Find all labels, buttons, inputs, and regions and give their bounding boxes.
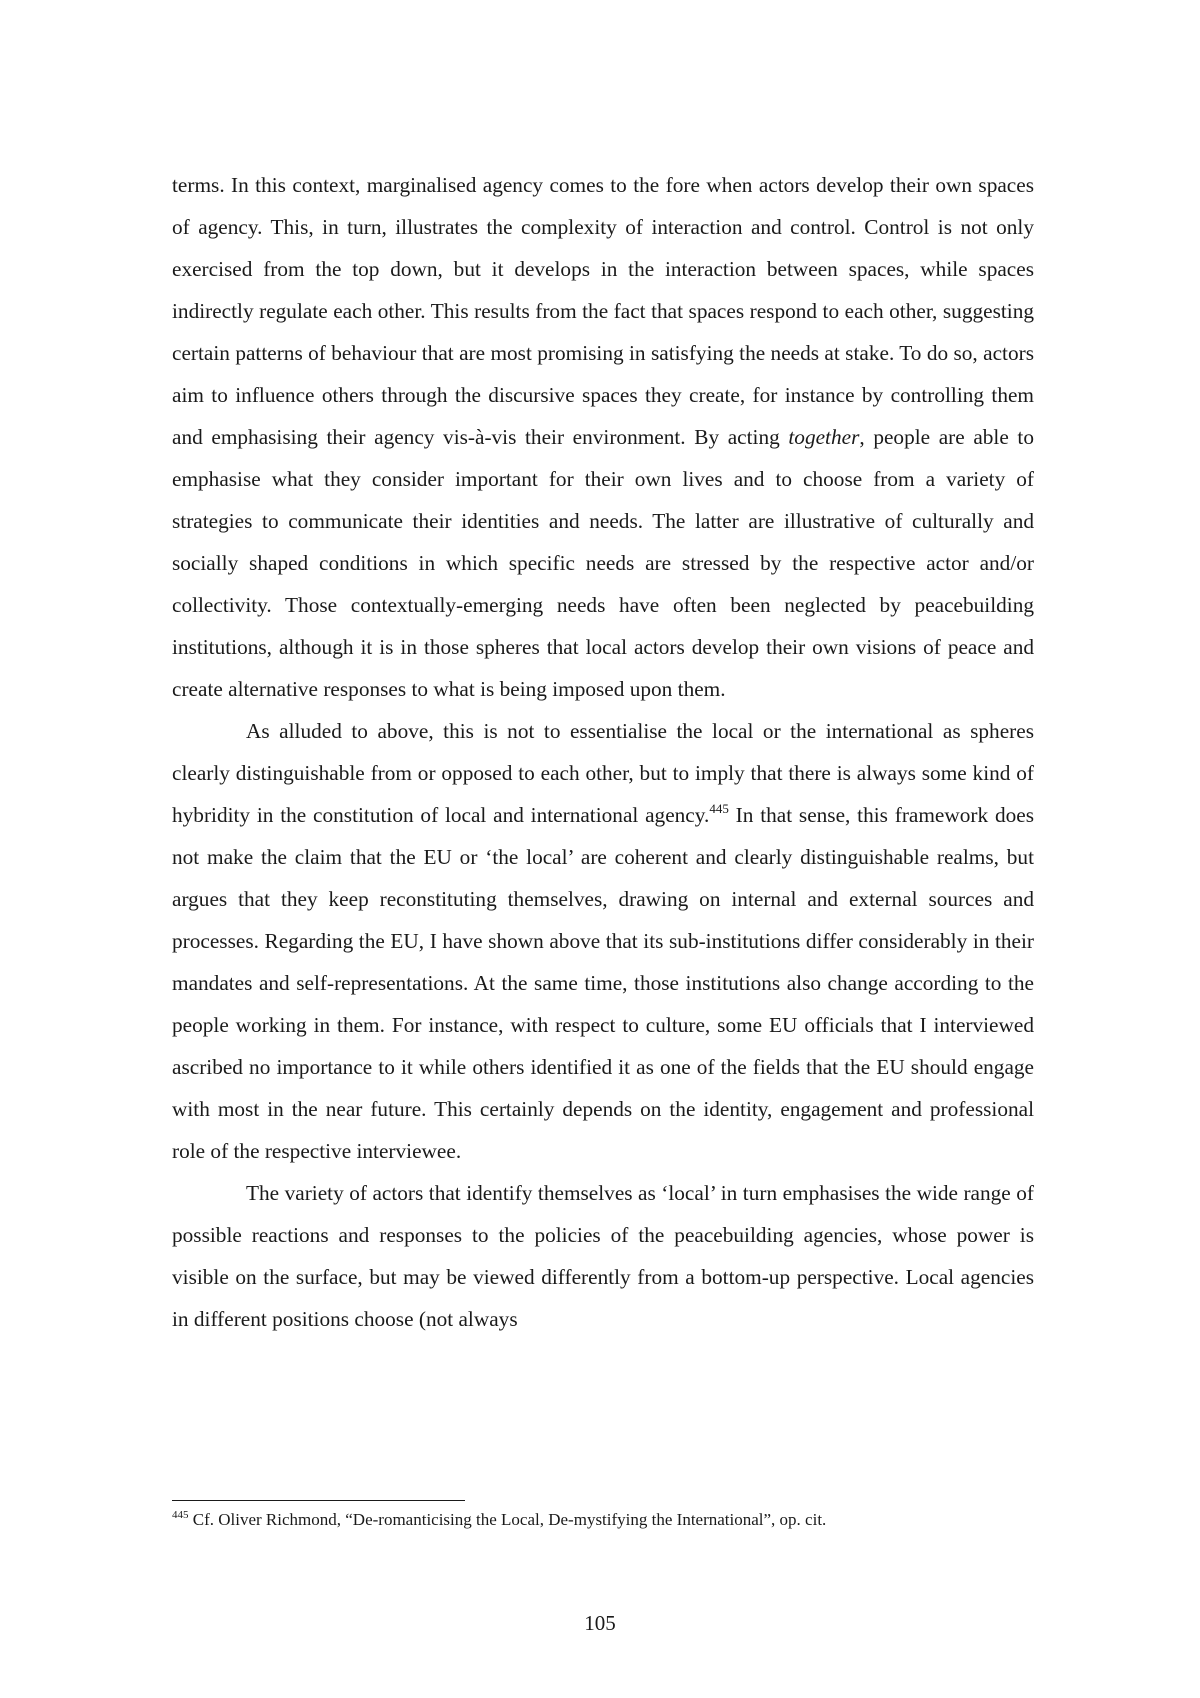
paragraph-1 bbox=[172, 164, 1034, 710]
footnote-text: Cf. Oliver Richmond, “De-romanticising the Local, De-mystifying the International”, op. cit. bbox=[188, 1510, 827, 1529]
footnote-reference[interactable]: 445 bbox=[709, 801, 729, 816]
paragraph-3 bbox=[172, 1172, 1034, 1340]
body-text bbox=[172, 164, 1034, 1340]
page-number: 105 bbox=[584, 1611, 616, 1635]
paragraph-2-text-rest: In that sense, this framework does not make the claim that the EU or ‘the local’ are coherent and clearly distinguishable realms, but argues that they keep reconstituting themselves, drawing on internal and external sources and processes. Regarding the EU, I have shown above that its sub-institutions differ considerably in their mandates and self-representations. At the same time, those institutions also change according to the people working in them. For instance, with respect to culture, some EU officials that I interviewed ascribed no importance to it while others identified it as one of the fields that the EU should engage with most in the near future. This certainly depends on the identity, engagement and professional role of the respective interviewee. bbox=[172, 803, 1034, 1163]
emphasis-together: together bbox=[788, 425, 860, 449]
paragraph-1-text-rest: , people are able to emphasise what they consider important for their own lives and to choose from a variety of strategies to communicate their identities and needs. The latter are illustrative of culturally and socially shaped conditions in which specific needs are stressed by the respective actor and/or collectivity. Those contextually-emerging needs have often been neglected by peacebuilding institutions, although it is in those spheres that local actors develop their own visions of peace and create alternative responses to what is being imposed upon them. bbox=[172, 425, 1034, 701]
paragraph-2 bbox=[172, 710, 1034, 1172]
paragraph-3-text: The variety of actors that identify themselves as ‘local’ in turn emphasises the wide range of possible reactions and responses to the policies of the peacebuilding agencies, whose power is visible on the surface, but may be viewed differently from a bottom-up perspective. Local agencies in different positions choose (not always bbox=[172, 1181, 1034, 1331]
footnote-divider bbox=[172, 1500, 465, 1501]
footnote bbox=[172, 1508, 1034, 1532]
footnote-number: 445 bbox=[172, 1509, 189, 1521]
paragraph-1-text: terms. In this context, marginalised agency comes to the fore when actors develop their own spaces of agency. This, in turn, illustrates the complexity of interaction and control. Control is not only exercised from the top down, but it develops in the interaction between spaces, while spaces indirectly regulate each other. This results from the fact that spaces respond to each other, suggesting certain patterns of behaviour that are most promising in satisfying the needs at stake. To do so, actors aim to influence others through the discursive spaces they create, for instance by controlling them and emphasising their agency vis-à-vis their environment. By acting bbox=[172, 173, 1034, 449]
paragraph-2-text: As alluded to above, this is not to essentialise the local or the international as spheres clearly distinguishable from or opposed to each other, but to imply that there is always some kind of hybridity in the constitution of local and international agency. bbox=[172, 719, 1034, 827]
